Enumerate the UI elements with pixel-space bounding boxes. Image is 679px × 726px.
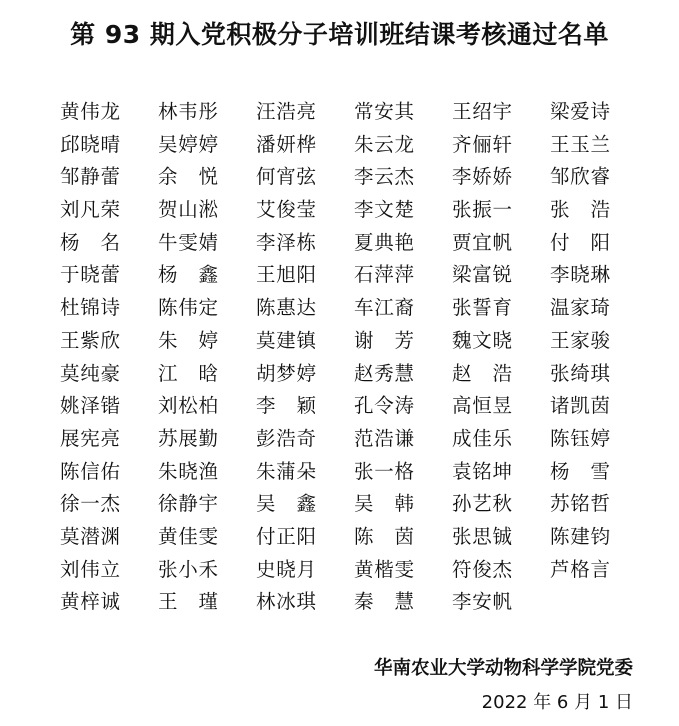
name-entry: 刘 伟 立 [60, 557, 120, 581]
name-entry: 李 颖 [256, 394, 316, 418]
name-entry: 张 小 禾 [158, 557, 218, 581]
name-entry: 胡 梦 婷 [256, 361, 316, 385]
name-entry: 林 冰 琪 [256, 590, 316, 614]
name-entry: 车 江 裔 [354, 296, 414, 320]
name-entry: 杨 雪 [550, 459, 610, 483]
name-entry: 高 恒 昱 [452, 394, 512, 418]
name-entry: 付 正 阳 [256, 524, 316, 548]
name-entry: 余 悦 [158, 165, 218, 189]
name-entry: 刘 松 柏 [158, 394, 218, 418]
name-entry: 莫 潜 渊 [60, 524, 120, 548]
name-entry: 贾 宜 帆 [452, 230, 512, 254]
name-entry: 莫 建 镇 [256, 328, 316, 352]
name-entry: 彭 浩 奇 [256, 426, 316, 450]
issuing-organization: 华南农业大学动物科学学院党委 [373, 658, 633, 679]
name-entry: 张 思 铖 [452, 524, 512, 548]
name-entry: 符 俊 杰 [452, 557, 512, 581]
name-entry: 于 晓 蕾 [60, 263, 120, 287]
name-entry: 梁 富 锐 [452, 263, 512, 287]
name-entry: 朱 蒲 朵 [256, 459, 316, 483]
name-entry: 艾 俊 莹 [256, 198, 316, 222]
name-entry: 李 文 楚 [354, 198, 414, 222]
name-entry: 陈 钰 婷 [550, 426, 610, 450]
name-entry: 齐 俪 轩 [452, 132, 512, 156]
name-entry: 王 紫 欣 [60, 328, 120, 352]
name-entry: 诸 凯 茵 [550, 394, 610, 418]
name-entry: 江 晗 [158, 361, 218, 385]
name-entry: 林 韦 彤 [158, 100, 218, 123]
name-list [60, 96, 660, 619]
name-entry: 黄 伟 龙 [60, 100, 120, 123]
name-entry: 谢 芳 [354, 328, 414, 352]
name-entry: 邱 晓 晴 [60, 132, 120, 156]
name-entry: 梁 爱 诗 [550, 100, 610, 123]
name-entry: 邹 静 蕾 [60, 165, 120, 189]
name-entry: 陈 惠 达 [256, 296, 316, 320]
name-entry: 刘 凡 荣 [60, 198, 120, 222]
name-entry: 黄 楷 雯 [354, 557, 414, 581]
name-entry: 王 绍 宇 [452, 100, 512, 123]
name-entry: 魏 文 晓 [452, 328, 512, 352]
name-entry: 汪 浩 亮 [256, 100, 316, 123]
name-entry: 何 宵 弦 [256, 165, 316, 189]
name-entry: 朱 云 龙 [354, 132, 414, 156]
name-entry: 陈 建 钧 [550, 524, 610, 548]
name-entry: 吴 婷 婷 [158, 132, 218, 156]
name-entry: 苏 展 勤 [158, 426, 218, 450]
name-entry: 朱 婷 [158, 328, 218, 352]
name-entry: 苏 铭 哲 [550, 492, 610, 516]
name-entry: 成 佳 乐 [452, 426, 512, 450]
name-entry: 张 一 格 [354, 459, 414, 483]
name-entry: 夏 典 艳 [354, 230, 414, 254]
name-entry: 李 安 帆 [452, 590, 512, 614]
name-entry: 李 云 杰 [354, 165, 414, 189]
name-entry: 付 阳 [550, 230, 610, 254]
name-entry: 袁 铭 坤 [452, 459, 512, 483]
name-entry: 杨 名 [60, 230, 120, 254]
name-entry: 邹 欣 睿 [550, 165, 610, 189]
name-entry: 展 宪 亮 [60, 426, 120, 450]
name-entry: 徐 静 宇 [158, 492, 218, 516]
name-entry: 孙 艺 秋 [452, 492, 512, 516]
name-entry: 黄 佳 雯 [158, 524, 218, 548]
name-entry: 常 安 其 [354, 100, 414, 123]
name-entry: 孔 令 涛 [354, 394, 414, 418]
name-entry: 赵 浩 [452, 361, 512, 385]
name-entry: 张 浩 [550, 198, 610, 222]
name-entry: 温 家 琦 [550, 296, 610, 320]
name-entry: 秦 慧 [354, 590, 414, 614]
name-entry: 石 萍 萍 [354, 263, 414, 287]
name-entry: 王 瑾 [158, 590, 218, 614]
name-entry: 芦 格 言 [550, 557, 610, 581]
name-entry: 李 娇 娇 [452, 165, 512, 189]
name-entry: 杨 鑫 [158, 263, 218, 287]
name-entry: 莫 纯 豪 [60, 361, 120, 385]
name-entry: 朱 晓 渔 [158, 459, 218, 483]
name-entry: 王 旭 阳 [256, 263, 316, 287]
name-entry: 赵 秀 慧 [354, 361, 414, 385]
name-entry: 张 绮 琪 [550, 361, 610, 385]
issue-date: 2022 年 6 月 1 日 [481, 692, 633, 713]
document-title: 第 93 期入党积极分子培训班结课考核通过名单 [70, 20, 609, 49]
name-entry: 范 浩 谦 [354, 426, 414, 450]
name-entry: 黄 梓 诚 [60, 590, 120, 614]
name-entry: 史 晓 月 [256, 557, 316, 581]
name-entry: 牛 雯 婧 [158, 230, 218, 254]
name-entry: 陈 信 佑 [60, 459, 120, 483]
name-entry: 吴 鑫 [256, 492, 316, 516]
name-entry: 吴 韩 [354, 492, 414, 516]
name-entry: 陈 伟 定 [158, 296, 218, 320]
name-entry: 陈 茵 [354, 524, 414, 548]
name-entry: 姚 泽 锴 [60, 394, 120, 418]
name-entry: 王 玉 兰 [550, 132, 610, 156]
name-entry: 杜 锦 诗 [60, 296, 120, 320]
name-entry: 徐 一 杰 [60, 492, 120, 516]
name-entry: 王 家 骏 [550, 328, 610, 352]
name-entry: 贺 山 淞 [158, 198, 218, 222]
name-entry: 李 泽 栋 [256, 230, 316, 254]
name-entry: 张 誓 育 [452, 296, 512, 320]
name-entry: 潘 妍 桦 [256, 132, 316, 156]
name-entry: 李 晓 琳 [550, 263, 610, 287]
name-entry: 张 振 一 [452, 198, 512, 222]
